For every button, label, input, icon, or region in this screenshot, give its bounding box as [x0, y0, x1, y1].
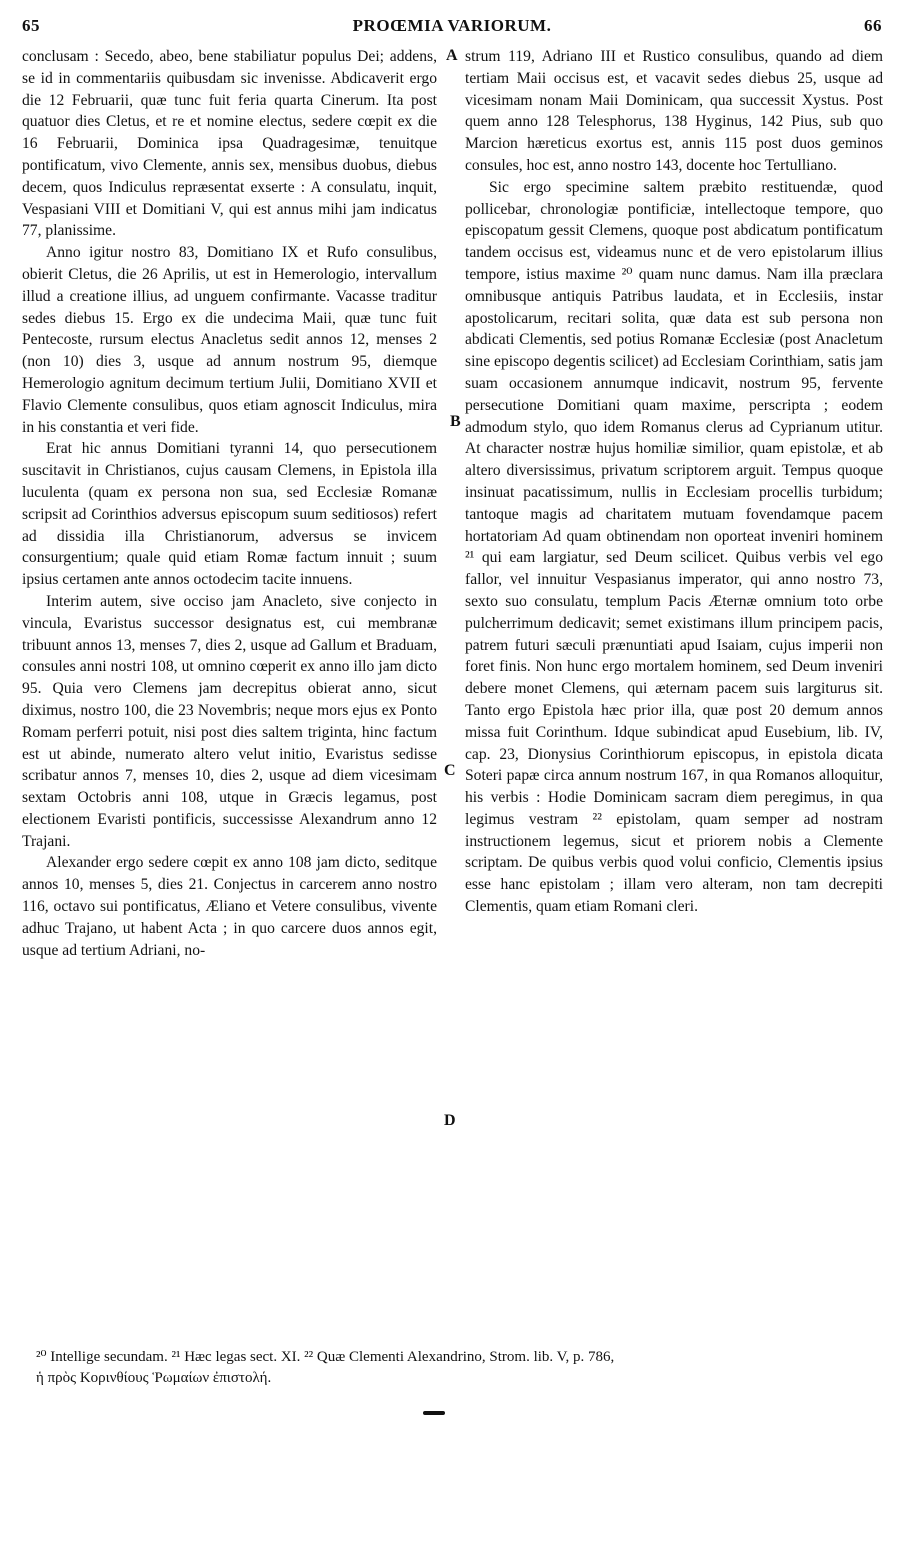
paragraph: conclusam : Secedo, abeo, bene stabiliatur populus Dei; addens, se id in commentariis quibusdam sic invenisse. Abdicaverit ergo die 12 Februarii, quæ tunc fuit feria quarta Cinerum. Ita post quatuor dies Cletus, et re et nomine electus, sedere cœpit ex die 16 Februarii, Dominica ipsa Quadragesimæ, tenuitque pontificatum, vivo Clemente, annis sex, mensibus duobus, diebus decem, quos Indiculus repræsentat exserte : A consulatu, inquit, Vespasiani VIII et Domitiani V, qui est annus mihi jam indicatus 77, planissime.: [22, 48, 437, 240]
paragraph: Anno igitur nostro 83, Domitiano IX et Rufo consulibus, obierit Cletus, die 26 Aprilis, ut est in Hemerologio, intervallum illud a creatione illius, ad unguem confirmante. Vacasse traditur sedes diebus 15. Ergo ex die undecima Maii, quæ tunc fuit Pentecoste, rursum electus Anacletus sedit annos 12, menses 2 (non 10) dies 3, usque ad annum nostrum 95, diemque Hemerologio agnitum decimum tertium Julii, Domitiano XVII et Flavio Clemente consulibus, quos etiam agnoscit Indiculus, mira in his constantia et veri fide.: [22, 244, 437, 436]
paragraph: Sic ergo specimine saltem præbito restituendæ, quod pollicebar, chronologiæ pontificiæ, intellectoque tempore, quo episcopatum gessit Clemens, quoque post abdicatum pontificatum tandem occisus est, videamus nunc et de vero epistolarum illius tempore, istius maxime ²⁰ quam nunc damus. Nam illa præclara omnibusque antiquis Patribus laudata, et in Ecclesiis, instar apostolicarum, recitari solita, quæ data est sub persona non abdicati Clementis, sed potius Romanæ Ecclesiæ (post Anacletum sine episcopo degentis scilicet) ad Ecclesiam Corinthiam, satis jam suam occasionem annumque indicavit, nostrum 95, fervente persecutione Domitiani quam maxime, perscripta ; eodem admodum stylo, quo idem Romanus clerus ad Cyprianum utitur. At character nostræ hujus homiliæ similior, quam epistolæ, et ab altero diversissimus, privatum scriptorem arguit. Tempus quoque insinuat pacatissimum, nullis in Ecclesiam procellis turbidum; tantoque magis ad charitatem mutuam fovendamque pacem hortatoriam Ad quam obtinendam non oporteat inveniri hominem ²¹ qui eam largiatur, sed Deum scilicet. Quibus verbis vel ego fallor, vel innuitur Vespasianus imperator, qui anno nostro 73, sexto suo consulatu, templum Pacis Æternæ omnium toto orbe pulcherrimum dedicavit; semet existimans illum principem pacis, patrem futuri sæculi prænuntiati apud Isaiam, cujus imperii non foret finis. Non hunc ergo mortalem hominem, sed Deum inveniri debere monet Clemens, qui æternam pacem suis largiturus sit. Tanto ergo Epistola hæc prior illa, quæ post 20 demum annos missa fuit Corinthum. Idque subindicat apud Eusebium, lib. IV, cap. 23, Dionysius Corinthiorum episcopus, in epistola dicata Soteri papæ circa annum nostrum 167, in qua Romanos alloquitur, his verbis : Hodie Dominicam sacram diem peregimus, in qua legimus vestram ²² epistolam, quam semper ad nostram instructionem legemus, sicut et priorem nobis a Clemente scriptam. De quibus verbis quod volui conficio, Clementis ipsius esse hanc epistolam ; illam vero alteram, non tam decrepiti Clementis, quam etiam Romani cleri.: [465, 178, 883, 916]
margin-marker-d: D: [444, 1112, 456, 1129]
paragraph: Alexander ergo sedere cœpit ex anno 108 jam dicto, seditque annos 10, menses 5, dies 21. Conjectus in carcerem anno nostro 116, octavo sui pontificatus, Æliano et Vetere consulibus, vivente adhuc Trajano, ut habent Acta ; in quo carcere duos annos egit, usque ad tertium Adriani, no-: [22, 854, 437, 959]
footnotes: [36, 1347, 886, 1389]
paragraph: Erat hic annus Domitiani tyranni 14, quo persecutionem suscitavit in Christianos, cujus causam Clemens, in Epistola illa luculenta (quam ex persona non sua, sed Ecclesiæ Romanæ scripsit ad Corinthios adversus episcopum suum seditiosos) refert ad dissidia illa Christianorum, adversus se invicem consurgentium; quale quid etiam Romæ factum innuit ; suum ipsius certamen ante annos octodecim tacite innuens.: [22, 440, 437, 589]
page-number-left: 65: [22, 16, 40, 35]
margin-marker-b: B: [450, 413, 461, 430]
right-column: [465, 46, 883, 918]
page-number-right: 66: [864, 16, 882, 35]
footnote-line: ἡ πρὸς Κορινθίους Ῥωμαίων ἐπιστολή.: [36, 1370, 272, 1386]
left-column: [22, 46, 437, 961]
end-ornament: [423, 1411, 445, 1415]
margin-marker-c: C: [444, 762, 456, 779]
footnote-line: ²⁰ Intellige secundam. ²¹ Hæc legas sect. XI. ²² Quæ Clementi Alexandrino, Strom. lib. V, p. 786,: [36, 1349, 615, 1365]
paragraph: Interim autem, sive occiso jam Anacleto, sive conjecto in vincula, Evaristus successor designatus est, cui membranæ tribuunt annos 13, menses 7, dies 2, usque ad Gallum et Braduam, consules anni nostri 108, ut omnino cœperit ex anno illo jam dicto 95. Quia vero Clemens jam decrepitus obierat anno, sicut diximus, nostro 100, die 23 Novembris; neque mors ejus ex Ponto Romam perferri potuit, nisi post dies saltem triginta, hinc factum est ut abinde, numerato altero velut initio, Evaristus sedisse scribatur annos 7, menses 10, dies 2, usque ad diem vicesimam sextam Octobris anni 108, utque in Græcis legamus, post electionem Evaristi pontificis, successisse Alexandrum anno 12 Trajani.: [22, 592, 437, 850]
paragraph: strum 119, Adriano III et Rustico consulibus, quando ad diem tertiam Maii occisus est, et vacavit sedes diebus 25, usque ad vicesimam nonam Maii Dominicam, qua successit Xystus. Post quem anno 128 Telesphorus, 138 Hyginus, 142 Pius, sub quo Marcion hæreticus exortus est, annis 115 post duos geminos consules, hoc est, anno nostro 143, docente hoc Tertulliano.: [465, 48, 883, 174]
margin-marker-a: A: [446, 47, 458, 64]
running-title: PROŒMIA VARIORUM.: [352, 16, 552, 35]
page-header: [22, 16, 882, 40]
